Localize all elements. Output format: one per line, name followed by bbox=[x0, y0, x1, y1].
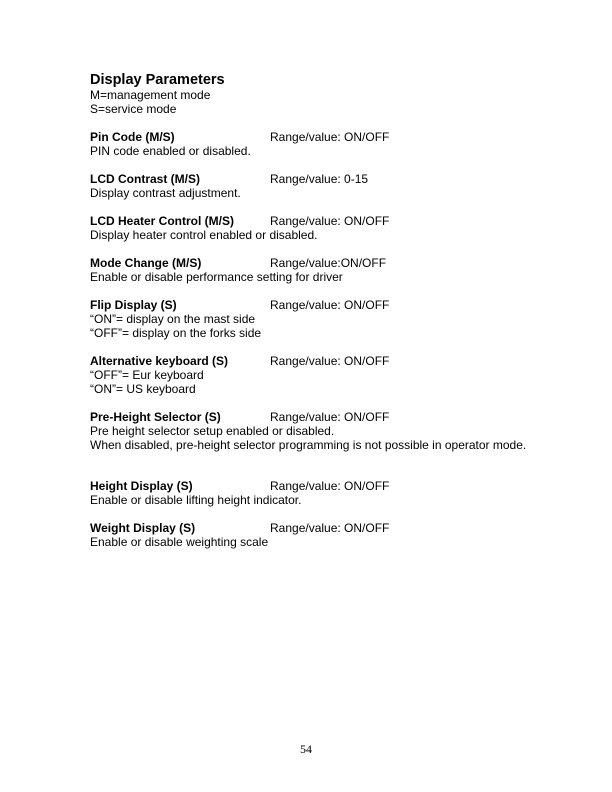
param-header bbox=[90, 172, 530, 186]
mode-legend bbox=[90, 88, 530, 116]
param-header bbox=[90, 298, 530, 312]
param-description: Enable or disable weighting scale bbox=[90, 535, 269, 549]
param-name: Flip Display (S) bbox=[90, 298, 177, 312]
param-description: Display heater control enabled or disabled. bbox=[90, 228, 318, 242]
param-header bbox=[90, 130, 530, 144]
page-content bbox=[90, 72, 530, 563]
param-range: Range/value: ON/OFF bbox=[270, 410, 390, 424]
param-name: Pre-Height Selector (S) bbox=[90, 410, 221, 424]
param-description: Enable or disable lifting height indicator. bbox=[90, 493, 302, 507]
param-pre-height-selector bbox=[90, 410, 530, 452]
param-range: Range/value: ON/OFF bbox=[270, 521, 390, 535]
param-description: Enable or disable performance setting for driver bbox=[90, 270, 343, 284]
param-description: PIN code enabled or disabled. bbox=[90, 144, 251, 158]
param-flip-display bbox=[90, 298, 530, 340]
param-lcd-contrast bbox=[90, 172, 530, 200]
param-description: “OFF”= Eur keyboard bbox=[90, 368, 204, 382]
param-range: Range/value: ON/OFF bbox=[270, 479, 390, 493]
param-header bbox=[90, 256, 530, 270]
param-description: “OFF”= display on the forks side bbox=[90, 326, 262, 340]
param-lcd-heater-control bbox=[90, 214, 530, 242]
param-pin-code bbox=[90, 130, 530, 158]
param-weight-display bbox=[90, 521, 530, 549]
param-name: Weight Display (S) bbox=[90, 521, 196, 535]
param-alternative-keyboard bbox=[90, 354, 530, 396]
param-name: LCD Heater Control (M/S) bbox=[90, 214, 234, 228]
param-name: Mode Change (M/S) bbox=[90, 256, 202, 270]
param-description: Pre height selector setup enabled or disabled. bbox=[90, 424, 335, 438]
param-header bbox=[90, 410, 530, 424]
param-name: Pin Code (M/S) bbox=[90, 130, 175, 144]
param-range: Range/value: ON/OFF bbox=[270, 298, 390, 312]
param-header bbox=[90, 479, 530, 493]
param-name: LCD Contrast (M/S) bbox=[90, 172, 200, 186]
legend-line-management: M=management mode bbox=[90, 88, 211, 102]
param-header bbox=[90, 521, 530, 535]
param-name: Height Display (S) bbox=[90, 479, 193, 493]
param-header bbox=[90, 214, 530, 228]
param-range: Range/value: ON/OFF bbox=[270, 354, 390, 368]
section-title: Display Parameters bbox=[90, 72, 225, 88]
param-height-display bbox=[90, 479, 530, 507]
param-name: Alternative keyboard (S) bbox=[90, 354, 229, 368]
param-range: Range/value:ON/OFF bbox=[270, 256, 387, 270]
param-description: “ON”= US keyboard bbox=[90, 382, 196, 396]
param-range: Range/value: 0-15 bbox=[270, 172, 369, 186]
param-range: Range/value: ON/OFF bbox=[270, 214, 390, 228]
param-header bbox=[90, 354, 530, 368]
page-number: 54 bbox=[300, 742, 312, 756]
param-mode-change bbox=[90, 256, 530, 284]
param-description: “ON”= display on the mast side bbox=[90, 312, 256, 326]
param-description: When disabled, pre-height selector programming is not possible in operator mode. bbox=[90, 438, 527, 452]
legend-line-service: S=service mode bbox=[90, 102, 177, 116]
param-description: Display contrast adjustment. bbox=[90, 186, 241, 200]
param-range: Range/value: ON/OFF bbox=[270, 130, 390, 144]
